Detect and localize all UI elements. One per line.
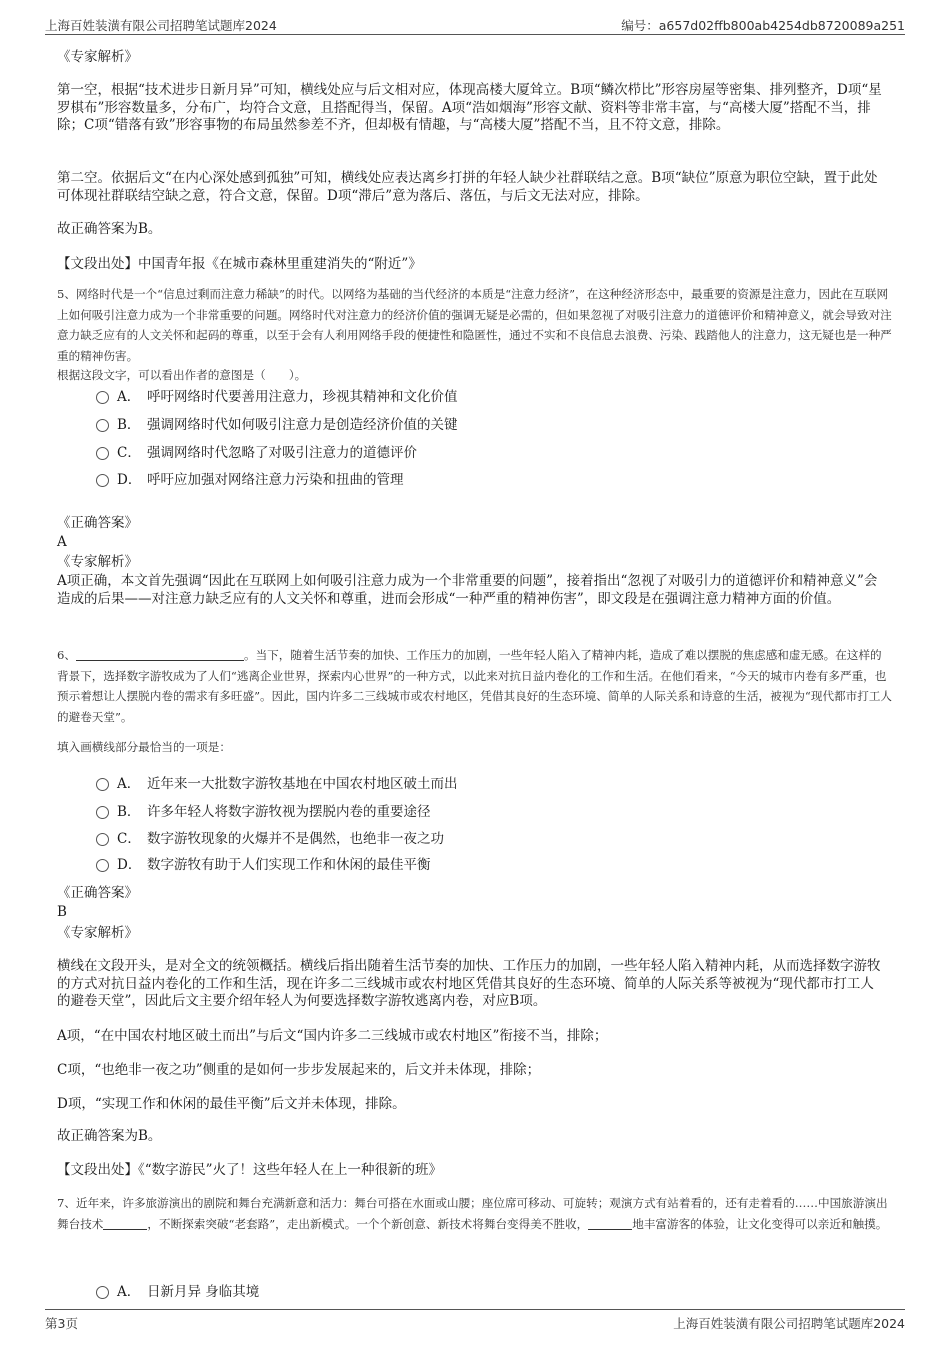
fill-blank [76, 648, 244, 661]
q5-option-b[interactable]: B． 强调网络时代如何吸引注意力是创造经济价值的关键 [96, 416, 458, 434]
q6-question: 填入画横线部分最恰当的一项是： [57, 740, 231, 754]
q5-question: 根据这段文字，可以看出作者的意图是（ ）。 [57, 368, 307, 382]
q5-option-a[interactable]: A． 呼吁网络时代要善用注意力，珍视其精神和文化价值 [96, 388, 458, 406]
q6-option-c[interactable]: C． 数字游牧现象的火爆并不是偶然，也绝非一夜之功 [96, 830, 444, 848]
page-number: 第3页 [45, 1316, 78, 1331]
q6-option-a[interactable]: A． 近年来一大批数字游牧基地在中国农村地区破土而出 [96, 775, 458, 793]
q6-analysis-p1: 横线在文段开头，是对全文的统领概括。横线后指出随着生活节奏的加快、工作压力的加剧，一些年轻人陷入精神内耗，从而选择数字游牧的方式对抗日益内卷化的工作和生活，现在许多二三线城市或农村地区凭借其良好的生态环境、简单的人际关系等被视为“现代都市打工人的避卷天堂”，因此后文主要介绍年轻人为何要选择数字游牧逃离内卷，对应B项。 [57, 958, 881, 1009]
fill-blank [103, 1217, 147, 1230]
q5-answer-label: 《正确答案》 [57, 515, 138, 531]
radio-button[interactable] [96, 778, 109, 791]
q4-expert-label: 《专家解析》 [57, 49, 138, 65]
header-doc-id: 编号：a657d02ffb800ab4254db8720089a251 [621, 18, 905, 33]
radio-button[interactable] [96, 391, 109, 404]
page-header [45, 14, 905, 35]
header-title: 上海百姓装潢有限公司招聘笔试题库2024 [45, 18, 277, 33]
q6-analysis-p4: D项，“实现工作和休闲的最佳平衡”后文并未体现，排除。 [57, 1096, 406, 1112]
q6-conclusion: 故正确答案为B。 [57, 1128, 162, 1144]
radio-button[interactable] [96, 419, 109, 432]
radio-button[interactable] [96, 1286, 109, 1299]
q5-stem: 5、网络时代是一个“信息过剩而注意力稀缺”的时代。以网络为基础的当代经济的本质是“注意力经济”，在这种经济形态中，最重要的资源是注意力，因此在互联网上如何吸引注意力成为一个非常重要的问题。网络时代对注意力的经济价值的强调无疑是必需的，但如果忽视了对吸引注意力的道德评价和精神意义，就会导致对注意力缺乏应有的人文关怀和起码的尊重，以至于会有人利用网络手段的便捷性和隐匿性，通过不实和不良信息去浪费、污染、践踏他人的注意力，这无疑也是一种严重的精神伤害。 [57, 287, 892, 363]
radio-button[interactable] [96, 806, 109, 819]
q6-answer-label: 《正确答案》 [57, 885, 138, 901]
q7-option-a[interactable]: A． 日新月异 身临其境 [96, 1283, 259, 1301]
page-footer [45, 1309, 905, 1330]
q5-analysis: A项正确，本文首先强调“因此在互联网上如何吸引注意力成为一个非常重要的问题”，接着指出“忽视了对吸引力的道德评价和精神意义”会造成的后果——对注意力缺乏应有的人文关怀和尊重，进而会形成“一种严重的精神伤害”，即文段是在强调注意力精神方面的价值。 [57, 573, 878, 607]
radio-button[interactable] [96, 474, 109, 487]
q5-option-c[interactable]: C． 强调网络时代忽略了对吸引注意力的道德评价 [96, 444, 417, 462]
q7-stem: 7、近年来，许多旅游演出的剧院和舞台充满新意和活力：舞台可搭在水面或山腰；座位席可移动、可旋转；观演方式有站着看的，还有走着看的……中国旅游演出舞台技术 ，不断探索突破“老套路”，走出新模式。一个个新创意、新技术将舞台变得美不胜收， 地丰富游客的体验，让文化变得可以亲近和触摸。 [57, 1196, 888, 1231]
q4-analysis-p1: 第一空，根据“技术进步日新月异”可知，横线处应与后文相对应，体现高楼大厦耸立。B项“鳞次栉比”形容房屋等密集、排列整齐，D项“星罗棋布”形容数量多，分布广，均符合文意，且搭配得当，保留。A项“浩如烟海”形容文献、资料等非常丰富，与“高楼大厦”搭配不当，排除；C项“错落有致”形容事物的布局虽然参差不齐，但却极有情趣，与“高楼大厦”搭配不当，且不符文意，排除。 [57, 82, 882, 133]
q5-expert-label: 《专家解析》 [57, 554, 138, 570]
q4-analysis-p2: 第二空。依据后文“在内心深处感到孤独”可知，横线处应表达离乡打拼的年轻人缺少社群联结之意。B项“缺位”原意为职位空缺，置于此处可体现社群联结空缺之意，符合文意，保留。D项“滞后”意为落后、落伍，与后文无法对应，排除。 [57, 170, 878, 204]
q6-analysis-p2: A项，“在中国农村地区破土而出”与后文“国内许多二三线城市或农村地区”衔接不当，排除； [57, 1028, 608, 1044]
q4-conclusion: 故正确答案为B。 [57, 221, 162, 237]
q6-answer: B [57, 904, 67, 920]
fill-blank [588, 1217, 632, 1230]
radio-button[interactable] [96, 833, 109, 846]
footer-title: 上海百姓装潢有限公司招聘笔试题库2024 [673, 1316, 905, 1331]
q5-answer: A [57, 534, 67, 550]
q4-source: 【文段出处】中国青年报《在城市森林里重建消失的“附近”》 [57, 256, 422, 272]
q6-source: 【文段出处】《“数字游民”火了！这些年轻人在上一种很新的班》 [57, 1162, 443, 1178]
q6-option-b[interactable]: B． 许多年轻人将数字游牧视为摆脱内卷的重要途径 [96, 803, 431, 821]
q5-option-d[interactable]: D． 呼吁应加强对网络注意力污染和扭曲的管理 [96, 471, 404, 489]
radio-button[interactable] [96, 447, 109, 460]
q6-expert-label: 《专家解析》 [57, 925, 138, 941]
q6-analysis-p3: C项，“也绝非一夜之功”侧重的是如何一步步发展起来的，后文并未体现，排除； [57, 1062, 541, 1078]
q6-stem: 6、 。当下，随着生活节奏的加快、工作压力的加剧，一些年轻人陷入了精神内耗，造成了难以摆脱的焦虑感和虚无感。在这样的背景下，选择数字游牧成为了人们“逃离企业世界，探索内心世界”的一种方式，以此来对抗日益内卷化的工作和生活。在他们看来，“今天的城市内卷有多严重，也预示着想让人摆脱内卷的需求有多旺盛”。因此，国内许多二三线城市或农村地区，凭借其良好的生态环境、简单的人际关系和诗意的生活，被视为“现代都市打工人的避卷天堂”。 [57, 648, 893, 724]
q6-option-d[interactable]: D． 数字游牧有助于人们实现工作和休闲的最佳平衡 [96, 856, 431, 874]
radio-button[interactable] [96, 859, 109, 872]
